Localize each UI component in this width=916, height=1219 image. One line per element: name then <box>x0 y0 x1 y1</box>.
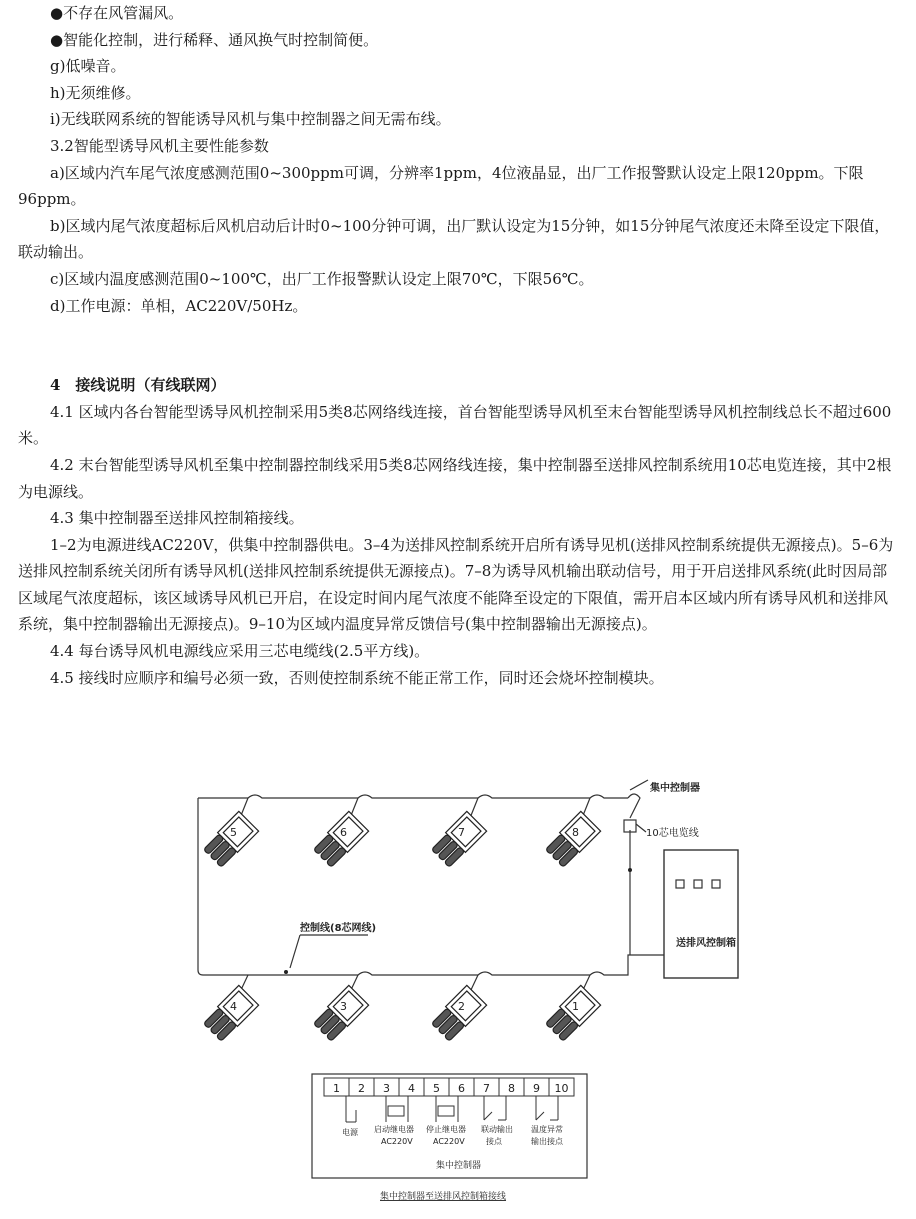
terminal-note-stop-voltage: AC220V <box>433 1137 465 1146</box>
fan-icon <box>202 985 259 1042</box>
terminal-number: 8 <box>508 1082 515 1095</box>
terminal-note-linkage-1: 联动输出 <box>481 1125 513 1134</box>
fan-icon <box>430 811 487 868</box>
fan-number-label: 3 <box>340 1000 347 1013</box>
terminal-box-title: 集中控制器 <box>436 1161 482 1171</box>
cable-label: 10芯电览线 <box>646 828 699 839</box>
paragraph: 4.2 末台智能型诱导风机至集中控制器控制线采用5类8芯网络线连接，集中控制器至送排风控制系统用10芯电览连接，其中2根为电源线。 <box>18 455 892 501</box>
fan-number-label: 1 <box>572 1000 579 1013</box>
paragraph: ●不存在风管漏风。 <box>50 4 184 22</box>
terminal-number: 9 <box>533 1082 540 1095</box>
cabinet-label: 送排风控制箱 <box>676 938 736 949</box>
paragraph: 4.3 集中控制器至送排风控制箱接线。 <box>50 509 304 528</box>
terminal-number: 1 <box>333 1082 340 1095</box>
fan-number-label: 5 <box>230 826 237 839</box>
terminal-note-temp-1: 温度异常 <box>531 1125 563 1134</box>
paragraph: 4.4 每台诱导风机电源线应采用三芯电缆线(2.5平方线)。 <box>50 642 430 661</box>
section-heading-4: 4 接线说明（有线联网） <box>50 376 226 395</box>
paragraph: g)低噪音。 <box>50 57 126 76</box>
terminal-note-linkage-2: 接点 <box>486 1137 502 1146</box>
terminal-note-start-relay: 启动继电器 <box>374 1125 414 1134</box>
terminal-number: 3 <box>383 1082 390 1095</box>
diagram-caption: 集中控制器至送排风控制箱接线 <box>380 1192 507 1202</box>
cabinet-box <box>664 850 738 978</box>
terminal-note-stop-relay: 停止继电器 <box>426 1125 466 1134</box>
paragraph: b)区域内尾气浓度超标后风机启动后计时0~100分钟可调，出厂默认设定为15分钟，如15分钟尾气浓度还未降至设定下限值，联动输出。 <box>18 216 890 262</box>
terminal-number: 5 <box>433 1082 440 1095</box>
fan-number-label: 7 <box>458 826 465 839</box>
paragraph: 1–2为电源进线AC220V，供集中控制器供电。3–4为送排风控制系统开启所有诱导见机(送排风控制系统提供无源接点)。5–6为送排风控制系统关闭所有诱导风机(送排风控制系统提供无源接点)。7–8为诱导风机输出联动信号，用于开启送排风系统(此时因局部区域尾气浓度超标，该区域诱导风机已开启，在设定时间内尾气浓度不能降至设定的下限值，需开启本区域内所有诱导风机和送排风系统，集中控制器输出无源接点)。9–10为区域内温度异常反馈信号(集中控制器输出无源接点)。 <box>18 535 894 634</box>
fan-icon <box>430 985 487 1042</box>
paragraph: c)区域内温度感测范围0~100℃，出厂工作报警默认设定上限70℃，下限56℃。 <box>50 269 594 288</box>
fan-icon <box>312 985 369 1042</box>
terminal-note-temp-2: 输出接点 <box>531 1137 563 1146</box>
terminal-number: 7 <box>483 1082 490 1095</box>
terminal-number: 6 <box>458 1082 465 1095</box>
fan-icon <box>202 811 259 868</box>
fan-number-label: 8 <box>572 826 579 839</box>
terminal-number: 2 <box>358 1082 365 1095</box>
network-cable-label: 控制线(8芯网线) <box>300 923 377 934</box>
terminal-note-start-voltage: AC220V <box>381 1137 413 1146</box>
paragraph: 4.5 接线时应顺序和编号必须一致，否则使控制系统不能正常工作，同时还会烧坏控制模块。 <box>50 668 664 687</box>
fan-icon <box>544 811 601 868</box>
terminal-note-power: 电源 <box>342 1128 358 1137</box>
paragraph: i)无线联网系统的智能诱导风机与集中控制器之间无需布线。 <box>50 110 451 129</box>
fan-icon <box>544 985 601 1042</box>
fan-number-label: 4 <box>230 1000 237 1013</box>
terminal-number: 10 <box>554 1082 569 1095</box>
paragraph: ●智能化控制，进行稀释、通风换气时控制简便。 <box>50 30 379 49</box>
section-heading-3-2: 3.2智能型诱导风机主要性能参数 <box>50 136 269 155</box>
fan-number-label: 6 <box>340 826 347 839</box>
paragraph: d)工作电源：单相，AC220V/50Hz。 <box>50 296 308 315</box>
fan-number-label: 2 <box>458 1000 465 1013</box>
paragraph: a)区域内汽车尾气浓度感测范围0~300ppm可调，分辨率1ppm，4位液晶显，出厂工作报警默认设定上限120ppm。下限96ppm。 <box>18 163 864 209</box>
terminal-number: 4 <box>408 1082 415 1095</box>
paragraph: h)无须维修。 <box>50 83 141 102</box>
paragraph: 4.1 区域内各台智能型诱导风机控制采用5类8芯网络线连接，首台智能型诱导风机至末台智能型诱导风机控制线总长不超过600米。 <box>18 402 892 448</box>
fan-icon <box>312 811 369 868</box>
controller-label: 集中控制器 <box>650 783 700 794</box>
